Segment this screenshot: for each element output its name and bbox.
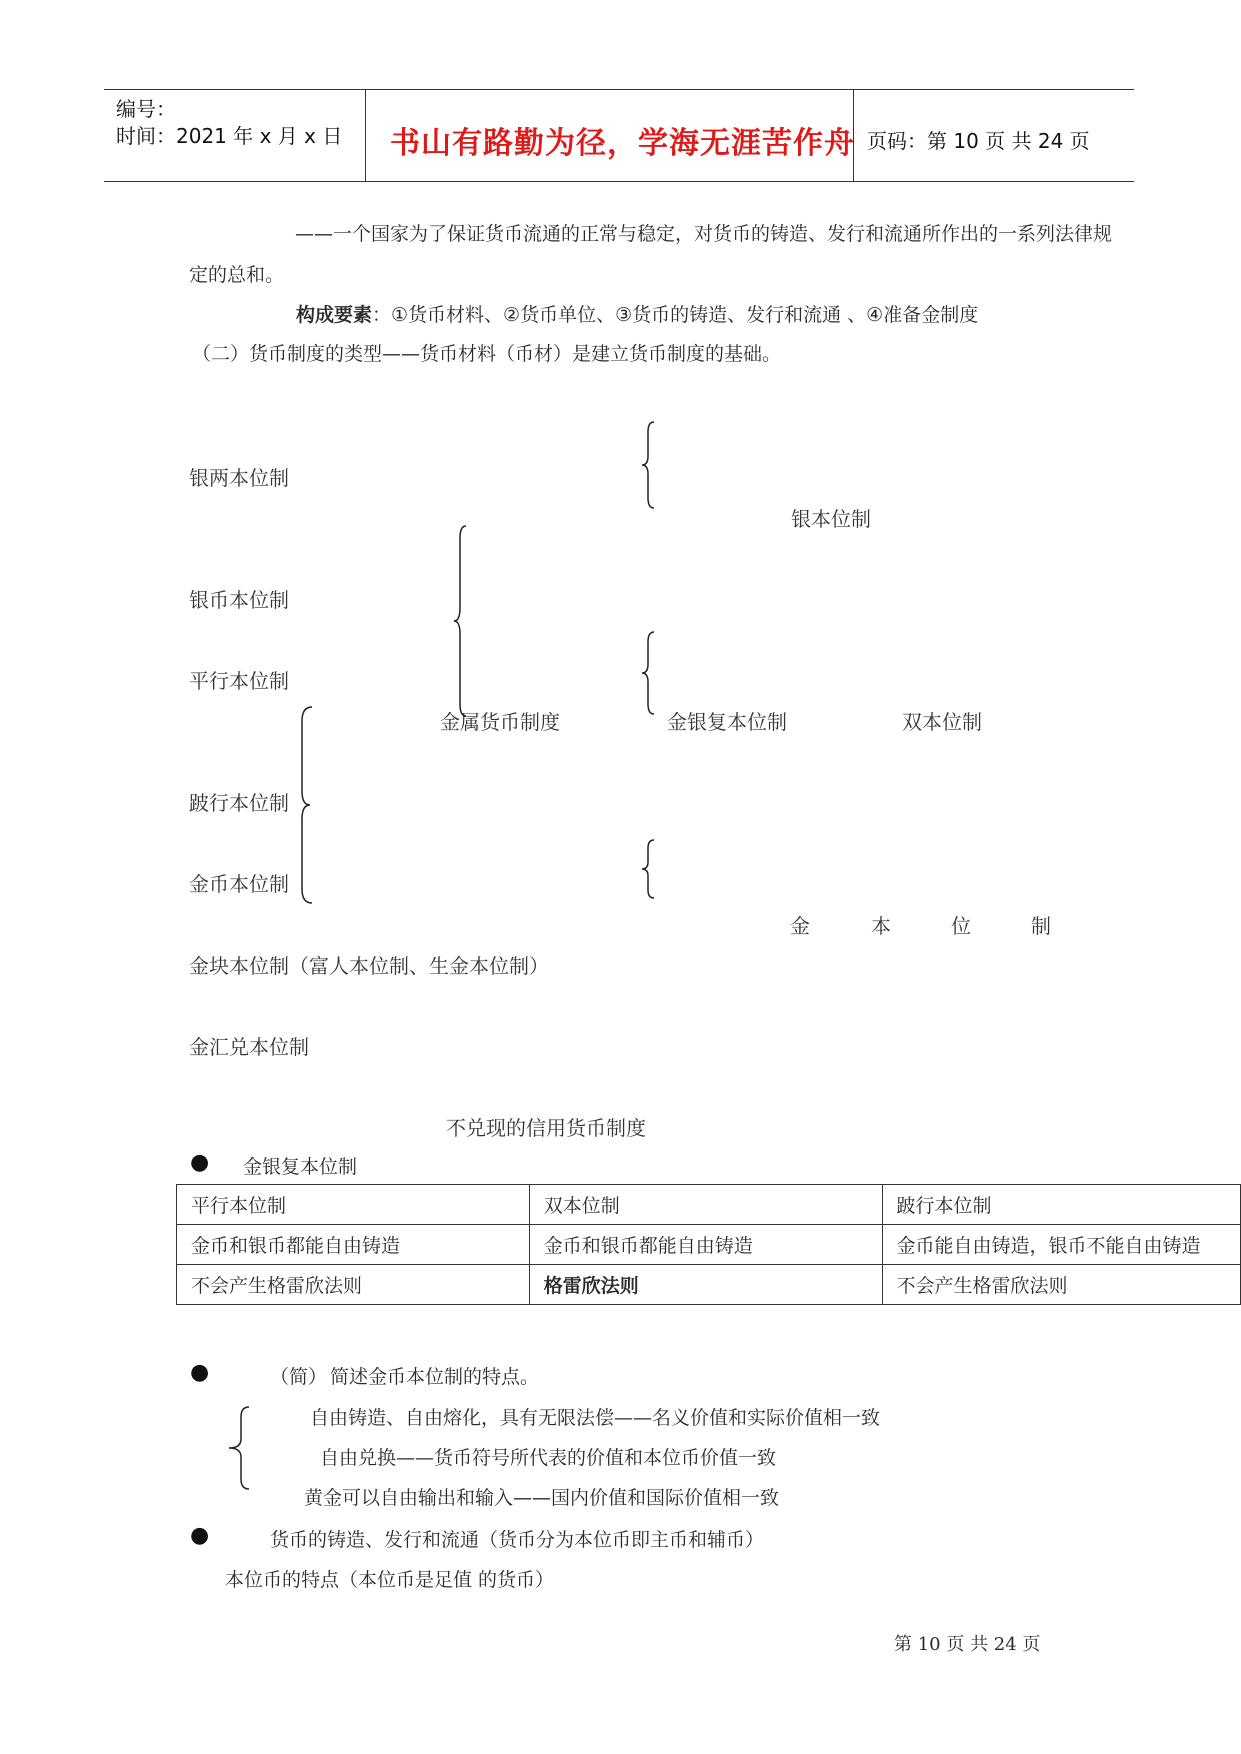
elements-text: ：①货币材料、②货币单位、③货币的铸造、发行和流通 、④准备金制度 — [372, 304, 979, 326]
tree-parallel: 平行本位制 — [189, 669, 289, 693]
tree-silver-coin: 银币本位制 — [189, 588, 289, 612]
tree-bimetallic: 金银复本位制 — [667, 710, 787, 734]
header-number-label: 编号： — [116, 97, 176, 121]
bullet-bimetallic: ● — [190, 1150, 210, 1175]
tree-gold-standard-char-1: 金 — [790, 914, 810, 938]
table-cell: 跛行本位制 — [882, 1185, 1241, 1225]
brace-metal — [452, 524, 472, 718]
header-bottom-rule — [104, 181, 1134, 182]
header-top-rule — [104, 89, 1134, 90]
table-cell: 格雷欣法则 — [529, 1265, 882, 1305]
gold-features-tag: （简） — [270, 1366, 328, 1388]
elements-line — [296, 300, 978, 327]
gold-feature-item-1: 自由铸造、自由熔化，具有无限法偿——名义价值和实际价值相一致 — [310, 1407, 881, 1429]
tree-silver-tael: 银两本位制 — [189, 466, 289, 490]
header-motto: 书山有路勤为径，学海无涯苦作舟 — [390, 126, 855, 161]
tree-gold-exchange: 金汇兑本位制 — [189, 1035, 309, 1059]
table-cell: 金币和银币都能自由铸造 — [177, 1225, 530, 1265]
brace-gold-features — [225, 1405, 255, 1491]
bullet-gold-features: ● — [190, 1360, 210, 1385]
definition-line-2: 定的总和。 — [189, 264, 285, 286]
brace-limping — [292, 705, 316, 905]
tree-gold-coin: 金币本位制 — [189, 872, 289, 896]
table-row — [177, 1225, 1241, 1265]
tree-gold-bullion: 金块本位制（富人本位制、生金本位制） — [189, 954, 549, 978]
table-cell: 双本位制 — [529, 1185, 882, 1225]
tree-silver-standard: 银本位制 — [791, 507, 871, 531]
tree-gold-standard-char-3: 位 — [951, 914, 971, 938]
issuance-sub: 本位币的特点（本位币是足值 的货币） — [225, 1569, 555, 1591]
table-cell: 不会产生格雷欣法则 — [177, 1265, 530, 1305]
header-page-label: 页码：第 10 页 共 24 页 — [867, 129, 1090, 153]
issuance-title: 货币的铸造、发行和流通（货币分为本位币即主币和辅币） — [270, 1529, 765, 1551]
table-cell: 不会产生格雷欣法则 — [882, 1265, 1241, 1305]
table-cell: 平行本位制 — [177, 1185, 530, 1225]
tree-fiat: 不兑现的信用货币制度 — [446, 1116, 646, 1140]
header-divider-left — [365, 89, 366, 182]
gold-feature-item-2: 自由兑换——货币符号所代表的价值和本位币价值一致 — [320, 1447, 777, 1469]
table-cell: 金币和银币都能自由铸造 — [529, 1225, 882, 1265]
gold-feature-item-3: 黄金可以自由输出和输入——国内价值和国际价值相一致 — [304, 1487, 780, 1509]
tree-gold-standard-char-2: 本 — [871, 914, 891, 938]
table-row — [177, 1185, 1241, 1225]
definition-line-1: ——一个国家为了保证货币流通的正常与稳定，对货币的铸造、发行和流通所作出的一系列法律规 — [295, 223, 1113, 245]
bimetallic-comparison-table — [176, 1184, 1241, 1305]
bullet-issuance: ● — [190, 1523, 210, 1548]
table-cell: 金币能自由铸造，银币不能自由铸造 — [882, 1225, 1241, 1265]
tree-gold-standard-char-4: 制 — [1031, 914, 1051, 938]
tree-metal-system: 金属货币制度 — [440, 710, 560, 734]
brace-silver — [640, 420, 660, 510]
tree-double: 双本位制 — [902, 710, 982, 734]
gold-features-title: 简述金币本位制的特点。 — [330, 1366, 540, 1388]
page-footer: 第 10 页 共 24 页 — [894, 1634, 1041, 1655]
table-row — [177, 1265, 1241, 1305]
elements-label: 构成要素 — [296, 304, 373, 326]
tree-limping: 跛行本位制 — [189, 791, 289, 815]
brace-gold — [640, 838, 660, 900]
bimetallic-title: 金银复本位制 — [243, 1156, 358, 1178]
brace-bimetallic — [640, 630, 660, 716]
header-time-label: 时间：2021 年 x 月 x 日 — [116, 124, 343, 148]
types-heading: （二）货币制度的类型——货币材料（币材）是建立货币制度的基础。 — [192, 343, 782, 365]
